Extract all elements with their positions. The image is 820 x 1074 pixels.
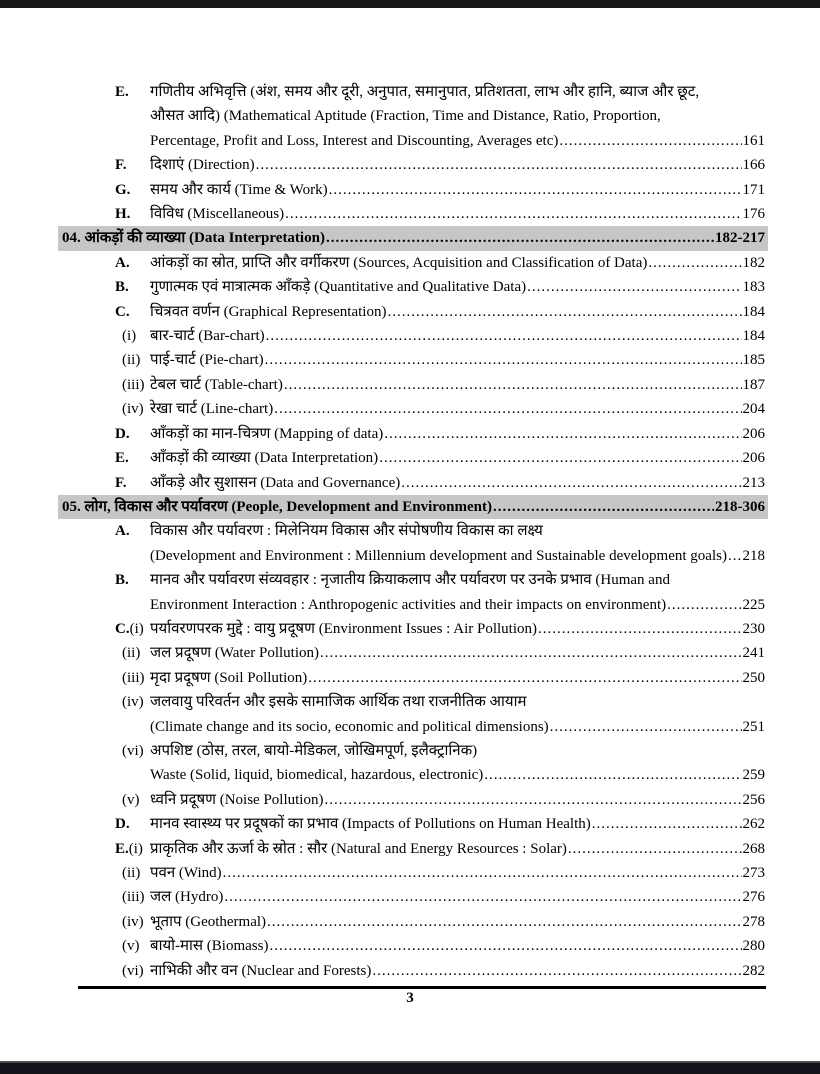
toc-entry-row — [0, 80, 820, 104]
dot-leader — [538, 617, 741, 641]
toc-entry-row — [0, 300, 820, 324]
dot-leader — [324, 788, 741, 812]
toc-entry-row — [0, 715, 820, 739]
entry-label: F. — [115, 474, 127, 491]
dot-leader — [493, 495, 714, 519]
toc-entry-row — [0, 934, 820, 958]
toc-entry-row — [0, 104, 820, 128]
entry-title: नाभिकी और वन (Nuclear and Forests) — [150, 962, 372, 979]
dot-leader — [379, 446, 741, 470]
entry-label: E.(i) — [115, 840, 143, 857]
entry-label: G. — [115, 181, 131, 198]
entry-title: मानव स्वास्थ्य पर प्रदूषकों का प्रभाव (Impacts of Pollutions on Human Health) — [150, 816, 591, 833]
footer-rule — [78, 986, 766, 989]
toc-entry-row — [0, 275, 820, 299]
dot-leader — [387, 300, 741, 324]
entry-title: पवन (Wind) — [150, 865, 222, 881]
toc-entry-row — [0, 641, 820, 665]
entry-page-number: 278 — [742, 913, 765, 930]
entry-label: (i) — [122, 328, 137, 345]
toc-entry-row — [0, 324, 820, 348]
entry-page-number: 276 — [742, 889, 765, 906]
dot-leader — [223, 861, 742, 885]
entry-page-number: 218 — [742, 547, 765, 564]
entry-label: (v) — [122, 938, 140, 955]
entry-label: (iii) — [122, 669, 145, 686]
entry-title: रेखा चार्ट (Line-chart) — [150, 401, 274, 418]
entry-label: C. — [115, 303, 130, 320]
entry-title: ध्वनि प्रदूषण (Noise Pollution) — [150, 791, 324, 808]
dot-leader — [329, 178, 742, 202]
dot-leader — [274, 397, 741, 421]
dot-leader — [484, 763, 741, 787]
entry-page-number: 213 — [742, 474, 765, 491]
toc-entry-row — [0, 202, 820, 226]
toc-entry-row — [0, 178, 820, 202]
toc-entry-row — [0, 690, 820, 714]
entry-title: टेबल चार्ट (Table-chart) — [150, 376, 283, 393]
entry-label: A. — [115, 523, 130, 540]
section-title: 05. लोग, विकास और पर्यावरण (People, Development and Environment) — [62, 498, 492, 515]
entry-title: औसत आदि) (Mathematical Aptitude (Fraction, Time and Distance, Ratio, Proportion, — [150, 108, 661, 125]
entry-page-number: 184 — [742, 328, 765, 345]
entry-title: पाई-चार्ट (Pie-chart) — [150, 352, 264, 369]
entry-page-number: 185 — [742, 352, 765, 369]
entry-page-number: 262 — [742, 816, 765, 833]
entry-page-number: 225 — [742, 596, 765, 613]
toc-entry-row — [0, 471, 820, 495]
toc-entry-row — [0, 593, 820, 617]
dot-leader — [559, 129, 741, 153]
entry-page-number: 268 — [742, 840, 765, 857]
entry-title: आँकड़े और सुशासन (Data and Governance) — [150, 474, 401, 491]
entry-label: (vi) — [122, 742, 144, 759]
entry-title: (Development and Environment : Millennium development and Sustainable development goals) — [150, 547, 727, 564]
entry-label: F. — [115, 157, 127, 174]
entry-page-number: 206 — [742, 425, 765, 442]
toc-entry-row — [0, 959, 820, 983]
entry-label: B. — [115, 572, 129, 589]
entry-title: Waste (Solid, liquid, biomedical, hazardous, electronic) — [150, 767, 484, 784]
entry-label: E. — [115, 84, 129, 100]
entry-page-number: 183 — [742, 279, 765, 296]
dot-leader — [266, 324, 742, 348]
table-of-contents — [0, 80, 820, 983]
entry-page-number: 204 — [742, 401, 765, 418]
entry-page-number: 256 — [742, 791, 765, 808]
entry-title: जलवायु परिवर्तन और इसके सामाजिक आर्थिक तथा राजनीतिक आयाम — [150, 694, 527, 711]
dot-leader — [568, 837, 742, 861]
entry-label: (v) — [122, 791, 140, 808]
entry-label: (iii) — [122, 889, 145, 906]
toc-entry-row — [0, 885, 820, 909]
dot-leader — [372, 959, 741, 983]
toc-entry-row — [0, 837, 820, 861]
entry-title: गणितीय अभिवृत्ति (अंश, समय और दूरी, अनुपात, समानुपात, प्रतिशतता, लाभ और हानि, ब्याज और छूट, — [150, 84, 700, 100]
entry-label: E. — [115, 450, 129, 467]
dot-leader — [728, 544, 742, 568]
toc-entry-row — [0, 861, 820, 885]
dot-leader — [320, 641, 741, 665]
toc-section-header — [58, 495, 768, 519]
toc-entry-row — [0, 739, 820, 763]
entry-label: B. — [115, 279, 129, 296]
entry-label: H. — [115, 206, 131, 223]
entry-page-number: 184 — [742, 303, 765, 320]
toc-entry-row — [0, 910, 820, 934]
entry-label: (vi) — [122, 962, 144, 979]
toc-entry-row — [0, 348, 820, 372]
entry-page-number: 282 — [742, 962, 765, 979]
entry-label: D. — [115, 816, 130, 833]
entry-label: (iii) — [122, 376, 145, 393]
toc-entry-row — [0, 422, 820, 446]
entry-page-number: 166 — [742, 157, 765, 174]
entry-label: D. — [115, 425, 130, 442]
dot-leader — [667, 593, 741, 617]
entry-title: पर्यावरणपरक मुद्दे : वायु प्रदूषण (Environment Issues : Air Pollution) — [150, 620, 538, 637]
entry-title: अपशिष्ट (ठोस, तरल, बायो-मेडिकल, जोखिमपूर्ण, इलैक्ट्रानिक) — [150, 742, 478, 759]
entry-title: गुणात्मक एवं मात्रात्मक आँकड़े (Quantitative and Qualitative Data) — [150, 279, 527, 296]
dot-leader — [269, 934, 741, 958]
entry-label: (ii) — [122, 865, 141, 881]
entry-title: चित्रवत वर्णन (Graphical Representation) — [150, 303, 387, 320]
toc-entry-row — [0, 446, 820, 470]
entry-label: (ii) — [122, 352, 141, 369]
dot-leader — [401, 471, 741, 495]
dot-leader — [224, 885, 741, 909]
entry-title: बार-चार्ट (Bar-chart) — [150, 328, 265, 345]
entry-title: जल (Hydro) — [150, 889, 224, 906]
entry-label: A. — [115, 254, 130, 271]
toc-section-header — [58, 226, 768, 250]
dot-leader — [284, 373, 742, 397]
dot-leader — [648, 251, 741, 275]
entry-page-number: 206 — [742, 450, 765, 467]
page-number: 3 — [406, 990, 414, 1006]
entry-title: जल प्रदूषण (Water Pollution) — [150, 645, 320, 662]
dot-leader — [384, 422, 741, 446]
entry-page-number: 182 — [742, 254, 765, 271]
entry-page-number: 161 — [742, 132, 765, 149]
entry-title: दिशाएं (Direction) — [150, 157, 255, 174]
entry-label: (ii) — [122, 645, 141, 662]
section-title: 04. आंकड़ों की व्याख्या (Data Interpretation) — [62, 230, 325, 247]
toc-entry-row — [0, 544, 820, 568]
entry-label: C.(i) — [115, 620, 144, 637]
toc-entry-row — [0, 568, 820, 592]
toc-entry-row — [0, 617, 820, 641]
dot-leader — [527, 275, 741, 299]
entry-page-number: 250 — [742, 669, 765, 686]
toc-entry-row — [0, 519, 820, 543]
entry-title: विकास और पर्यावरण : मिलेनियम विकास और संपोषणीय विकास का लक्ष्य — [150, 523, 543, 540]
dot-leader — [326, 226, 714, 250]
toc-entry-row — [0, 129, 820, 153]
toc-entry-row — [0, 763, 820, 787]
entry-title: बायो-मास (Biomass) — [150, 938, 269, 955]
toc-entry-row — [0, 812, 820, 836]
entry-title: Environment Interaction : Anthropogenic activities and their impacts on environment) — [150, 596, 667, 613]
entry-page-number: 251 — [742, 718, 765, 735]
dot-leader — [592, 812, 742, 836]
entry-title: Percentage, Profit and Loss, Interest and Discounting, Averages etc) — [150, 132, 559, 149]
entry-title: (Climate change and its socio, economic and political dimensions) — [150, 718, 549, 735]
dot-leader — [256, 153, 742, 177]
entry-label: (iv) — [122, 694, 144, 711]
entry-page-number: 273 — [742, 865, 765, 881]
entry-label: (iv) — [122, 401, 144, 418]
entry-title: प्राकृतिक और ऊर्जा के स्रोत : सौर (Natural and Energy Resources : Solar) — [150, 840, 567, 857]
toc-entry-row — [0, 251, 820, 275]
entry-title: मानव और पर्यावरण संव्यवहार : नृजातीय क्रियाकलाप और पर्यावरण पर उनके प्रभाव (Human and — [150, 572, 670, 589]
dot-leader — [267, 910, 741, 934]
bottom-border-bar — [0, 1061, 820, 1074]
toc-entry-row — [0, 666, 820, 690]
entry-page-number: 187 — [742, 376, 765, 393]
entry-title: मृदा प्रदूषण (Soil Pollution) — [150, 669, 308, 686]
entry-title: भूताप (Geothermal) — [150, 913, 267, 930]
toc-entry-row — [0, 397, 820, 421]
entry-title: आंकड़ों का स्रोत, प्राप्ति और वर्गीकरण (Sources, Acquisition and Classification of Data) — [150, 254, 648, 271]
entry-page-number: 230 — [742, 620, 765, 637]
dot-leader — [285, 202, 741, 226]
dot-leader — [265, 348, 742, 372]
section-page-range: 218-306 — [715, 498, 765, 515]
toc-entry-row — [0, 788, 820, 812]
entry-page-number: 241 — [742, 645, 765, 662]
dot-leader — [308, 666, 741, 690]
entry-label: (iv) — [122, 913, 144, 930]
entry-title: समय और कार्य (Time & Work) — [150, 181, 328, 198]
entry-page-number: 259 — [742, 767, 765, 784]
entry-page-number: 280 — [742, 938, 765, 955]
entry-page-number: 171 — [742, 181, 765, 198]
toc-entry-row — [0, 153, 820, 177]
top-border-bar — [0, 0, 820, 8]
dot-leader — [550, 715, 742, 739]
entry-page-number: 176 — [742, 206, 765, 223]
entry-title: विविध (Miscellaneous) — [150, 206, 285, 223]
section-page-range: 182-217 — [715, 230, 765, 247]
entry-title: आँकड़ों की व्याख्या (Data Interpretation) — [150, 450, 379, 467]
entry-title: आँकड़ों का मान-चित्रण (Mapping of data) — [150, 425, 384, 442]
toc-entry-row — [0, 373, 820, 397]
